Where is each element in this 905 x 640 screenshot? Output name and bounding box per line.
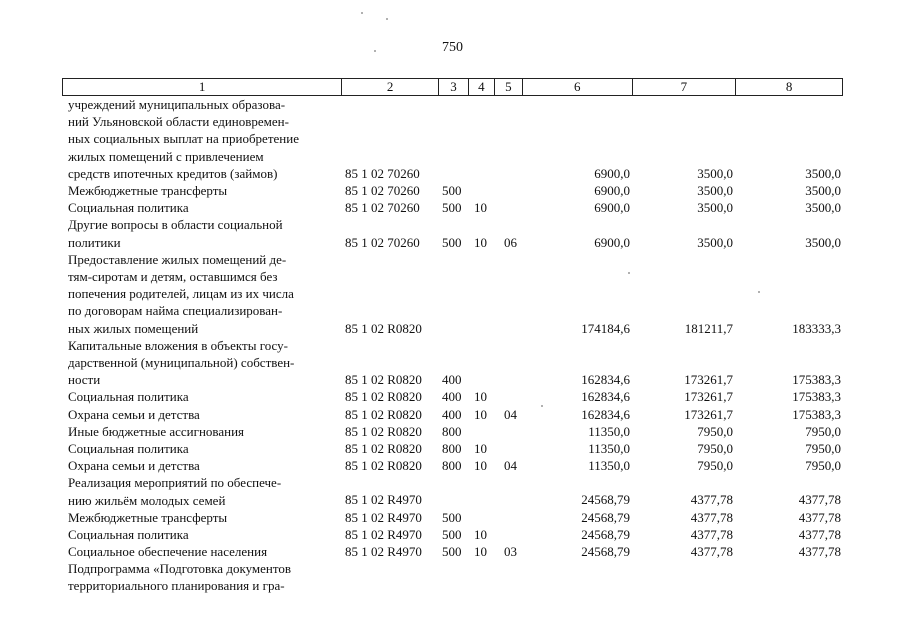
row-vr: 400: [442, 406, 462, 422]
row-value-8: 4377,78: [798, 544, 841, 560]
row-rz: 10: [474, 440, 487, 456]
row-value-8: 4377,78: [798, 509, 841, 525]
table-row: [0, 560, 905, 594]
header-col-6: 6: [523, 79, 633, 95]
row-value-8: 175383,3: [792, 406, 841, 422]
row-rz: 10: [474, 544, 487, 560]
row-vr: 800: [442, 440, 462, 456]
header-col-8: 8: [785, 79, 793, 94]
row-value-7: 173261,7: [684, 406, 733, 422]
row-name-line: по договорам найма специализирован-: [68, 303, 283, 319]
row-pr: 04: [504, 458, 517, 474]
row-pr: 04: [504, 406, 517, 422]
row-value-8: 175383,3: [792, 389, 841, 405]
row-name-line: тям-сиротам и детям, оставшимся без: [68, 268, 278, 284]
row-value-7: 3500,0: [697, 182, 733, 198]
row-code: 85 1 02 70260: [345, 234, 420, 250]
row-name-line: Межбюджетные трансферты: [68, 509, 228, 525]
row-name-line: Социальная политика: [68, 526, 189, 542]
row-value-8: 4377,78: [798, 492, 841, 508]
row-name: [68, 457, 336, 474]
table-row: [0, 457, 905, 474]
row-name-line: Предоставление жилых помещений де-: [68, 251, 287, 267]
row-value-7: 3500,0: [697, 200, 733, 216]
row-vr: 500: [442, 526, 462, 542]
row-name-line: Подпрограмма «Подготовка документов: [68, 561, 291, 577]
row-rz: 10: [474, 200, 487, 216]
row-value-6: 24568,79: [581, 544, 630, 560]
header-col-2: 2: [342, 79, 439, 95]
row-name: [68, 440, 336, 457]
table-row: [0, 474, 905, 508]
row-value-6: 24568,79: [581, 526, 630, 542]
row-name: [68, 423, 336, 440]
row-vr: 500: [442, 182, 462, 198]
table-row: [0, 526, 905, 543]
row-value-6: 6900,0: [594, 165, 630, 181]
header-col-4: 4: [469, 79, 495, 95]
row-value-8: 4377,78: [798, 526, 841, 542]
row-code: 85 1 02 R0820: [345, 372, 422, 388]
scan-speck: [386, 18, 388, 20]
row-value-7: 181211,7: [684, 320, 733, 336]
row-code: 85 1 02 R4970: [345, 492, 422, 508]
header-col-3: 3: [439, 79, 469, 95]
row-value-8: 7950,0: [805, 458, 841, 474]
row-name-line: Социальная политика: [68, 389, 189, 405]
row-vr: 500: [442, 544, 462, 560]
table-row: [0, 509, 905, 526]
row-code: 85 1 02 70260: [345, 182, 420, 198]
row-name-line: Иные бюджетные ассигнования: [68, 423, 245, 439]
row-value-7: 4377,78: [690, 526, 733, 542]
table-row: [0, 182, 905, 199]
row-rz: 10: [474, 389, 487, 405]
row-name: [68, 526, 336, 543]
row-value-6: 6900,0: [594, 234, 630, 250]
row-vr: 800: [442, 423, 462, 439]
row-rz: 10: [474, 526, 487, 542]
row-vr: 500: [442, 509, 462, 525]
row-name-line: политики: [68, 234, 121, 250]
row-value-7: 3500,0: [697, 234, 733, 250]
header-col-5: 5: [495, 79, 523, 95]
row-name-line: территориального планирования и гра-: [68, 578, 285, 594]
row-name-line: ных жилых помещений: [68, 320, 199, 336]
row-value-7: 4377,78: [690, 492, 733, 508]
row-name-line: Другие вопросы в области социальной: [68, 217, 283, 233]
row-value-6: 24568,79: [581, 492, 630, 508]
table-row: [0, 406, 905, 423]
table-row: [0, 251, 905, 337]
row-value-6: 6900,0: [594, 182, 630, 198]
row-vr: 800: [442, 458, 462, 474]
row-rz: 10: [474, 234, 487, 250]
row-rz: 10: [474, 458, 487, 474]
table-row: [0, 216, 905, 250]
row-vr: 500: [442, 234, 462, 250]
row-value-6: 11350,0: [588, 440, 630, 456]
row-pr: 03: [504, 544, 517, 560]
row-vr: 400: [442, 372, 462, 388]
row-value-6: 6900,0: [594, 200, 630, 216]
row-value-6: 174184,6: [581, 320, 630, 336]
row-value-8: 175383,3: [792, 372, 841, 388]
row-code: 85 1 02 R0820: [345, 320, 422, 336]
row-value-8: 3500,0: [805, 234, 841, 250]
row-name: [68, 543, 336, 560]
row-code: 85 1 02 R4970: [345, 544, 422, 560]
row-rz: 10: [474, 406, 487, 422]
row-name: [68, 251, 336, 337]
row-name-line: дарственной (муниципальной) собствен-: [68, 354, 295, 370]
row-name-line: ности: [68, 372, 101, 388]
row-code: 85 1 02 R0820: [345, 406, 422, 422]
row-name: [68, 337, 336, 389]
row-vr: 500: [442, 200, 462, 216]
row-value-6: 162834,6: [581, 389, 630, 405]
row-name-line: ний Ульяновской области единовремен-: [68, 114, 289, 130]
scan-speck: [758, 291, 760, 293]
row-value-6: 162834,6: [581, 372, 630, 388]
row-name-line: попечения родителей, лицам из их числа: [68, 286, 294, 302]
row-name: [68, 388, 336, 405]
row-value-6: 162834,6: [581, 406, 630, 422]
table-row: [0, 337, 905, 389]
row-value-8: 3500,0: [805, 165, 841, 181]
row-value-8: 7950,0: [805, 440, 841, 456]
row-name-line: жилых помещений с привлечением: [68, 148, 264, 164]
row-name-line: средств ипотечных кредитов (займов): [68, 165, 278, 181]
scan-speck: [628, 272, 630, 274]
row-name-line: Социальная политика: [68, 440, 189, 456]
scan-speck: [361, 12, 363, 14]
table-row: [0, 543, 905, 560]
row-name: [68, 182, 336, 199]
row-name-line: Социальное обеспечение населения: [68, 544, 268, 560]
row-name-line: Охрана семьи и детства: [68, 458, 200, 474]
row-name-line: Капитальные вложения в объекты госу-: [68, 337, 288, 353]
row-name: [68, 199, 336, 216]
row-code: 85 1 02 R4970: [345, 509, 422, 525]
row-name-line: нию жильём молодых семей: [68, 492, 226, 508]
row-name: [68, 96, 336, 182]
row-name: [68, 406, 336, 423]
scan-speck: [541, 405, 543, 407]
row-value-7: 173261,7: [684, 389, 733, 405]
row-name-line: Межбюджетные трансферты: [68, 183, 228, 198]
row-code: 85 1 02 R0820: [345, 458, 422, 474]
row-value-6: 24568,79: [581, 509, 630, 525]
row-code: 85 1 02 70260: [345, 165, 420, 181]
row-name-line: ных социальных выплат на приобретение: [68, 131, 299, 147]
row-vr: 400: [442, 389, 462, 405]
row-value-7: 3500,0: [697, 165, 733, 181]
table-row: [0, 423, 905, 440]
table-row: [0, 388, 905, 405]
row-code: 85 1 02 R0820: [345, 423, 422, 439]
header-col-7: 7: [633, 79, 737, 95]
row-code: 85 1 02 R0820: [345, 440, 422, 456]
row-value-8: 3500,0: [805, 200, 841, 216]
row-value-7: 4377,78: [690, 544, 733, 560]
table-row: [0, 199, 905, 216]
row-value-7: 4377,78: [690, 509, 733, 525]
row-value-6: 11350,0: [588, 423, 630, 439]
row-name: [68, 509, 336, 526]
row-value-7: 7950,0: [697, 440, 733, 456]
row-name: [68, 474, 336, 508]
row-code: 85 1 02 R0820: [345, 389, 422, 405]
row-name: [68, 216, 336, 250]
header-col-1: 1: [63, 79, 342, 95]
row-code: 85 1 02 70260: [345, 200, 420, 216]
row-value-7: 7950,0: [697, 423, 733, 439]
row-value-8: 3500,0: [805, 182, 841, 198]
scan-speck: [374, 50, 376, 52]
row-name-line: Социальная политика: [68, 200, 189, 216]
row-code: 85 1 02 R4970: [345, 526, 422, 542]
row-pr: 06: [504, 234, 517, 250]
row-name-line: Реализация мероприятий по обеспече-: [68, 475, 282, 491]
row-value-8: 7950,0: [805, 423, 841, 439]
row-name-line: учреждений муниципальных образова-: [68, 97, 286, 112]
row-name-line: Охрана семьи и детства: [68, 406, 200, 422]
row-value-7: 173261,7: [684, 372, 733, 388]
table-row: [0, 440, 905, 457]
row-value-6: 11350,0: [588, 458, 630, 474]
row-name: [68, 560, 336, 594]
table-body: [0, 96, 905, 595]
table-row: [0, 96, 905, 182]
page-number: 750: [442, 40, 463, 55]
table-header: [62, 78, 843, 96]
row-value-8: 183333,3: [792, 320, 841, 336]
row-value-7: 7950,0: [697, 458, 733, 474]
